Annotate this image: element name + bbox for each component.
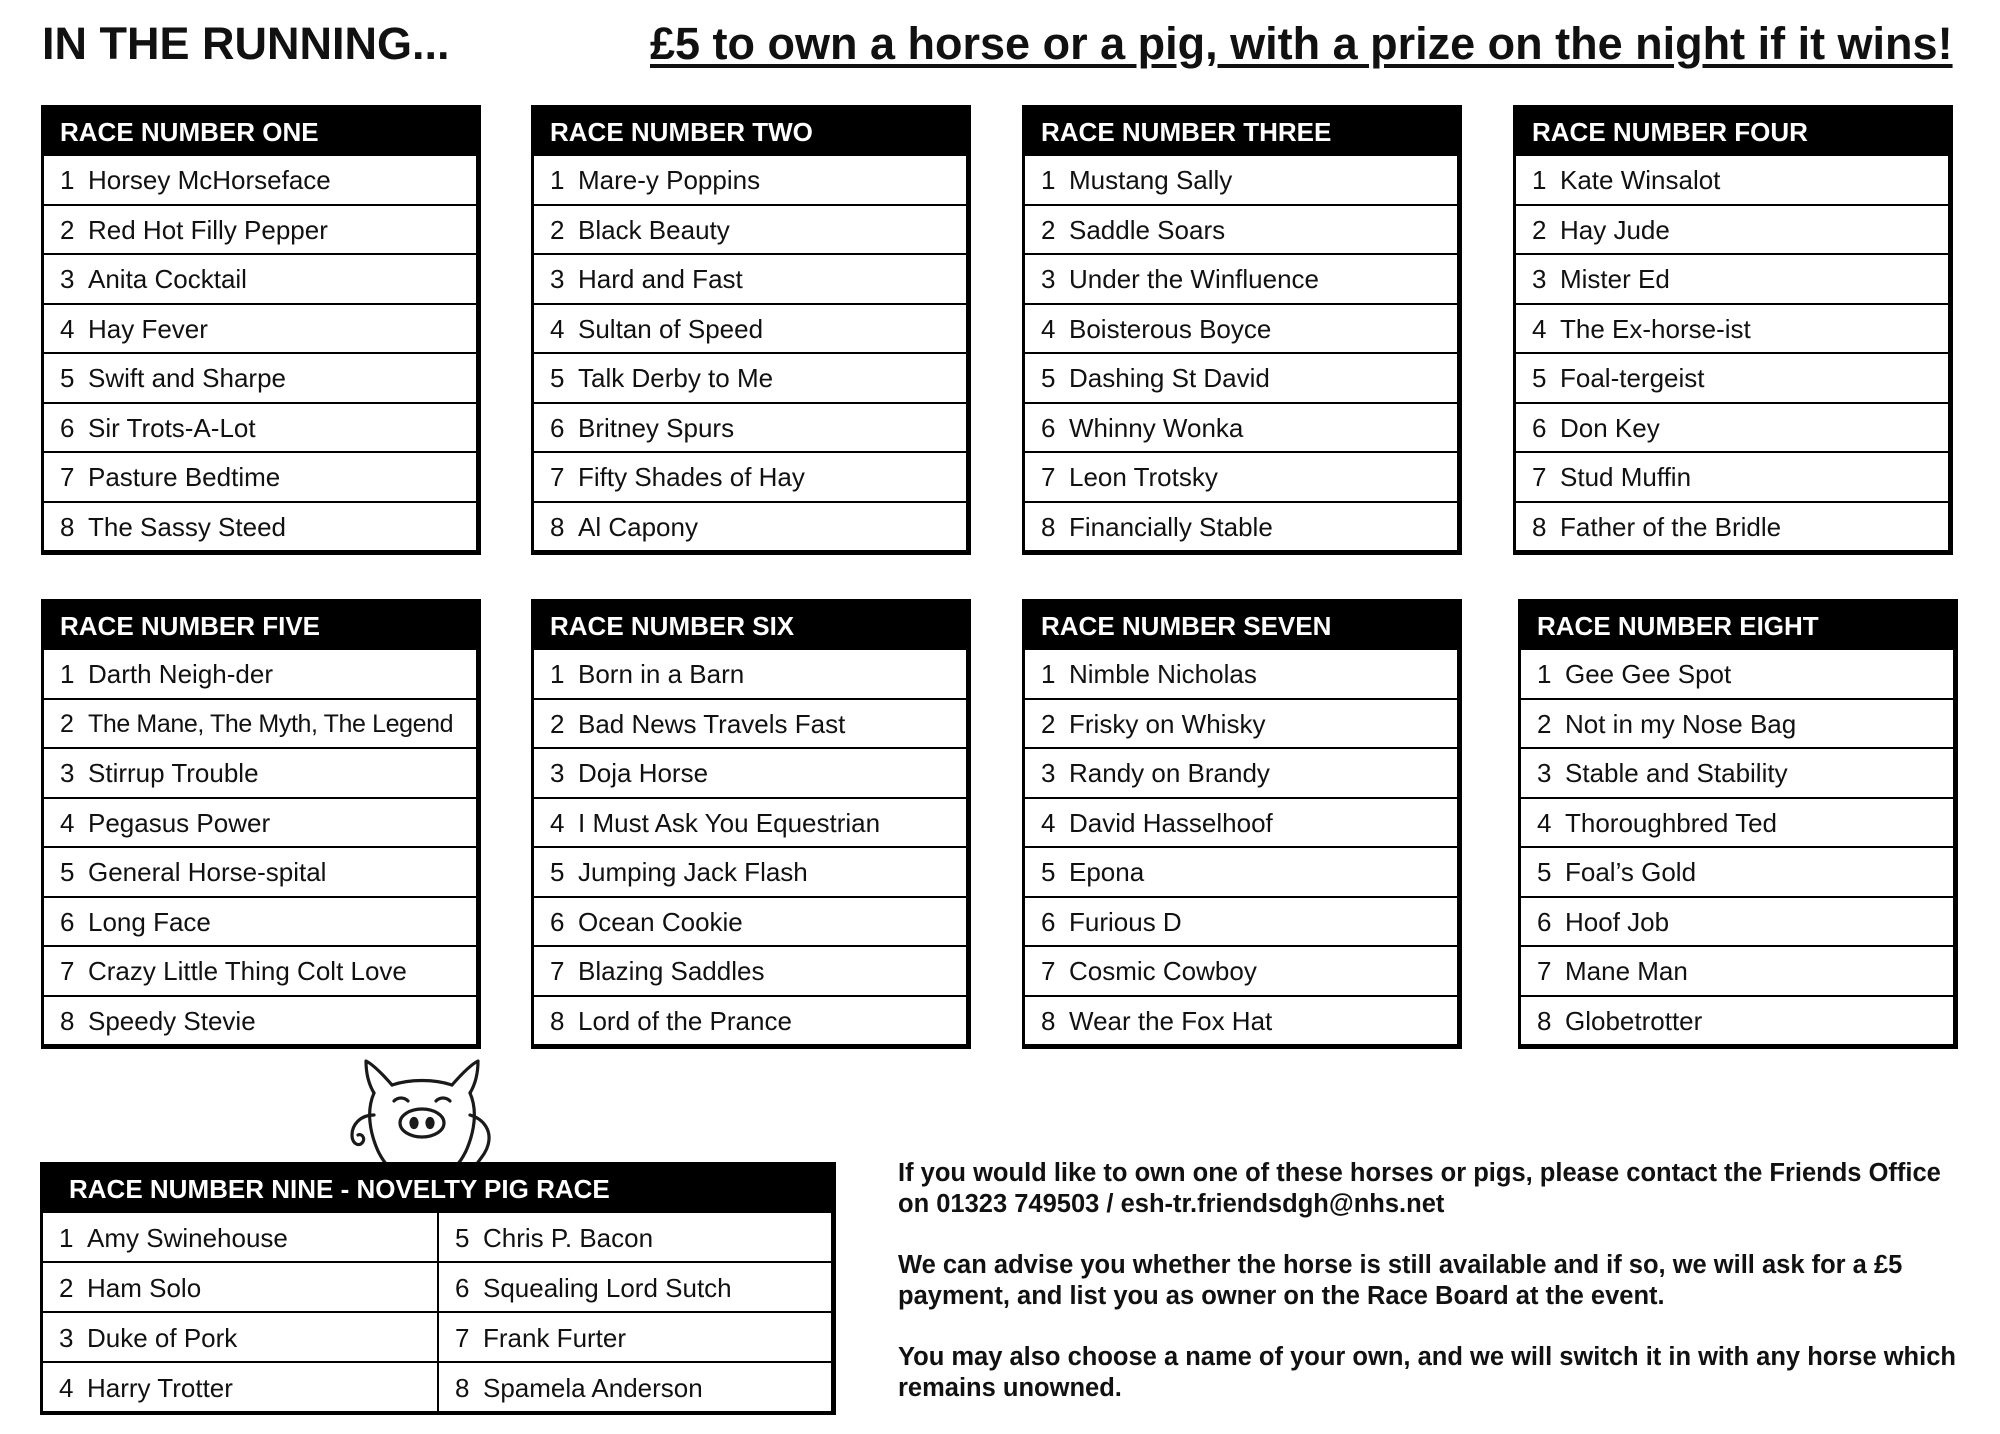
entry-number: 3 (550, 264, 565, 294)
entry-name: Don Key (1560, 412, 1660, 443)
entry-name: Amy Swinehouse (87, 1223, 288, 1253)
entry-name: Pasture Bedtime (88, 462, 281, 492)
entry-name: Chris P. Bacon (483, 1223, 654, 1253)
entry-number: 2 (1537, 708, 1552, 739)
race-entry (534, 698, 966, 748)
entry-name: Kate Winsalot (1560, 165, 1721, 195)
entry-number: 5 (60, 857, 75, 887)
race-entry (1025, 797, 1457, 847)
race-entry (44, 797, 476, 847)
entry-number: 3 (1537, 758, 1552, 788)
tagline: £5 to own a horse or a pig, with a prize on the night if it wins! (650, 18, 1953, 69)
race-entry (1025, 154, 1457, 204)
entry-number: 7 (60, 956, 75, 986)
entry-number: 8 (1532, 511, 1547, 542)
race-entry (1521, 648, 1953, 698)
entry-number: 1 (1532, 165, 1547, 195)
entry-number: 6 (1532, 412, 1547, 443)
race-card-seven (1022, 599, 1462, 1049)
race-entry (439, 1211, 831, 1261)
race-entry (1516, 253, 1948, 303)
race-entry (1516, 204, 1948, 254)
entry-number: 4 (1532, 313, 1547, 344)
entry-number: 8 (1041, 1005, 1056, 1036)
entry-number: 3 (60, 758, 75, 788)
entry-number: 6 (550, 906, 565, 937)
entry-name: General Horse-spital (88, 857, 327, 887)
entry-name: Sir Trots-A-Lot (88, 412, 256, 443)
entry-number: 4 (1537, 807, 1552, 838)
entry-name: Randy on Brandy (1069, 758, 1270, 788)
entry-number: 8 (60, 1005, 75, 1036)
entry-name: Darth Neigh-der (88, 659, 273, 689)
race-entry (534, 797, 966, 847)
entry-name: Blazing Saddles (578, 956, 765, 986)
race-entry (1025, 747, 1457, 797)
entry-number: 7 (1537, 956, 1552, 986)
entry-name: Mane Man (1565, 956, 1688, 986)
race-entry (1025, 698, 1457, 748)
entry-name: Crazy Little Thing Colt Love (88, 956, 407, 986)
race-entry (44, 698, 476, 748)
entry-number: 7 (1041, 462, 1056, 492)
entry-number: 7 (550, 956, 565, 986)
entry-name: Father of the Bridle (1560, 511, 1782, 542)
pig-race-column-right (437, 1211, 831, 1411)
pig-race-card (40, 1162, 836, 1415)
race-entry (44, 945, 476, 995)
race-entry (534, 154, 966, 204)
entry-name: Epona (1069, 857, 1145, 887)
race-entry (44, 747, 476, 797)
pig-icon (332, 1055, 512, 1167)
race-entry (44, 402, 476, 452)
entry-number: 2 (60, 709, 74, 738)
entry-number: 8 (455, 1373, 470, 1403)
race-entry (439, 1311, 831, 1361)
race-entry (1521, 945, 1953, 995)
race-entry (1025, 501, 1457, 551)
entry-name: David Hasselhoof (1069, 807, 1273, 838)
entry-name: The Mane, The Myth, The Legend (88, 709, 454, 738)
race-entry (534, 648, 966, 698)
race-entry (1025, 945, 1457, 995)
race-card-six (531, 599, 971, 1049)
entry-number: 6 (60, 906, 75, 937)
entry-name: Lord of the Prance (578, 1005, 792, 1036)
race-entry (534, 995, 966, 1045)
race-entry (44, 352, 476, 402)
race-entry (1025, 896, 1457, 946)
entry-number: 1 (550, 659, 565, 689)
entry-number: 2 (60, 214, 75, 245)
entry-name: Jumping Jack Flash (578, 857, 808, 887)
entry-number: 6 (60, 412, 75, 443)
race-entry (1025, 451, 1457, 501)
entry-name: Swift and Sharpe (88, 363, 287, 393)
race-entry (1025, 204, 1457, 254)
entry-number: 6 (455, 1273, 470, 1303)
entry-number: 3 (59, 1323, 74, 1353)
race-card-eight (1518, 599, 1958, 1049)
race-title: RACE NUMBER THREE (1025, 108, 1457, 154)
race-card-two (531, 105, 971, 555)
entry-name: Pegasus Power (88, 807, 271, 838)
race-title: RACE NUMBER EIGHT (1521, 602, 1953, 648)
entry-name: The Ex-horse-ist (1560, 313, 1751, 344)
pig-race-column-left (43, 1211, 437, 1411)
entry-number: 5 (60, 363, 75, 393)
entry-name: Hay Fever (88, 313, 208, 344)
race-entry (534, 747, 966, 797)
race-entry (1516, 451, 1948, 501)
race-entry (1516, 501, 1948, 551)
entry-number: 2 (1041, 708, 1056, 739)
race-card-four (1513, 105, 1953, 555)
race-entry (1516, 303, 1948, 353)
race-entry (1025, 303, 1457, 353)
entry-number: 7 (1532, 462, 1547, 492)
race-entry (534, 402, 966, 452)
entry-number: 3 (1041, 264, 1056, 294)
race-entry (44, 501, 476, 551)
entry-name: Hay Jude (1560, 214, 1670, 245)
own-name-paragraph: You may also choose a name of your own, and we will switch it in with any horse which remains unowned. (898, 1343, 1956, 1402)
entry-number: 7 (550, 462, 565, 492)
entry-number: 3 (60, 264, 75, 294)
race-entry (44, 303, 476, 353)
entry-name: Frisky on Whisky (1069, 708, 1266, 739)
entry-name: Financially Stable (1069, 511, 1273, 542)
race-card-one (41, 105, 481, 555)
race-entry (1516, 154, 1948, 204)
entry-name: Harry Trotter (87, 1373, 233, 1403)
entry-number: 4 (60, 807, 75, 838)
entry-number: 2 (550, 708, 565, 739)
entry-number: 8 (60, 511, 75, 542)
entry-name: Horsey McHorseface (88, 165, 331, 195)
entry-number: 5 (1537, 857, 1552, 887)
race-entry (44, 648, 476, 698)
entry-number: 4 (1041, 313, 1056, 344)
entry-number: 1 (550, 165, 565, 195)
entry-number: 4 (60, 313, 75, 344)
entry-name: Foal-tergeist (1560, 363, 1705, 393)
entry-name: Duke of Pork (87, 1323, 238, 1353)
entry-name: Ham Solo (87, 1273, 202, 1303)
race-entry (534, 896, 966, 946)
entry-number: 3 (1041, 758, 1056, 788)
race-entry (1516, 402, 1948, 452)
entry-number: 8 (550, 511, 565, 542)
entry-number: 8 (1041, 511, 1056, 542)
entry-name: Thoroughbred Ted (1565, 807, 1778, 838)
page-title: IN THE RUNNING... (42, 18, 450, 69)
entry-number: 6 (1041, 906, 1056, 937)
race-entry (534, 501, 966, 551)
entry-number: 4 (59, 1373, 74, 1403)
race-entry (1521, 797, 1953, 847)
entry-name: Saddle Soars (1069, 214, 1226, 245)
race-entry (43, 1361, 437, 1411)
entry-name: Stirrup Trouble (88, 758, 259, 788)
race-entry (1521, 698, 1953, 748)
entry-name: Spamela Anderson (483, 1373, 703, 1403)
entry-name: Hoof Job (1565, 906, 1670, 937)
race-entry (44, 846, 476, 896)
entry-name: Born in a Barn (578, 659, 745, 689)
entry-name: Mister Ed (1560, 264, 1670, 294)
entry-name: Boisterous Boyce (1069, 313, 1272, 344)
entry-number: 4 (550, 807, 565, 838)
entry-name: Long Face (88, 906, 211, 937)
entry-name: Ocean Cookie (578, 906, 743, 937)
entry-number: 5 (550, 857, 565, 887)
race-entry (1025, 846, 1457, 896)
race-entry (1025, 253, 1457, 303)
race-entry (534, 846, 966, 896)
entry-number: 6 (1537, 906, 1552, 937)
entry-name: Mustang Sally (1069, 165, 1233, 195)
race-entry (43, 1211, 437, 1261)
race-entry (534, 945, 966, 995)
entry-number: 2 (59, 1273, 74, 1303)
entry-name: Bad News Travels Fast (578, 708, 846, 739)
entry-number: 3 (1532, 264, 1547, 294)
entry-number: 3 (550, 758, 565, 788)
race-entry (439, 1361, 831, 1411)
entry-name: Furious D (1069, 906, 1182, 937)
entry-name: Leon Trotsky (1069, 462, 1218, 492)
entry-number: 5 (1532, 363, 1547, 393)
entry-name: Speedy Stevie (88, 1005, 256, 1036)
entry-name: Dashing St David (1069, 363, 1270, 393)
race-title: RACE NUMBER SIX (534, 602, 966, 648)
race-entry (1521, 995, 1953, 1045)
contact-paragraph: If you would like to own one of these horses or pigs, please contact the Friends Office on 01323 749503 / esh-tr.friendsdgh@nhs.net (898, 1159, 1941, 1218)
entry-number: 2 (1041, 214, 1056, 245)
entry-number: 8 (1537, 1005, 1552, 1036)
entry-number: 6 (550, 412, 565, 443)
entry-number: 1 (1537, 659, 1552, 689)
race-entry (44, 253, 476, 303)
advice-paragraph: We can advise you whether the horse is still available and if so, we will ask for a £5 payment, and list you as owner on the Race Board at the event. (898, 1251, 1903, 1310)
entry-name: Wear the Fox Hat (1069, 1005, 1273, 1036)
entry-name: Under the Winfluence (1069, 264, 1320, 294)
race-entry (1521, 896, 1953, 946)
race-title: RACE NUMBER SEVEN (1025, 602, 1457, 648)
entry-name: Talk Derby to Me (578, 363, 774, 393)
race-title: RACE NUMBER NINE - NOVELTY PIG RACE (43, 1165, 831, 1211)
entry-number: 4 (1041, 807, 1056, 838)
entry-name: Anita Cocktail (88, 264, 247, 294)
entry-name: Al Capony (578, 511, 698, 542)
entry-name: Squealing Lord Sutch (483, 1273, 732, 1303)
entry-number: 2 (1532, 214, 1547, 245)
entry-number: 5 (1041, 363, 1056, 393)
race-entry (1025, 648, 1457, 698)
race-entry (534, 451, 966, 501)
entry-name: Whinny Wonka (1069, 412, 1244, 443)
race-entry (534, 204, 966, 254)
entry-number: 5 (455, 1223, 470, 1253)
race-title: RACE NUMBER ONE (44, 108, 476, 154)
race-entry (44, 204, 476, 254)
entry-number: 1 (60, 165, 75, 195)
entry-name: Frank Furter (483, 1323, 627, 1353)
entry-number: 4 (550, 313, 565, 344)
race-entry (1516, 352, 1948, 402)
entry-number: 1 (60, 659, 75, 689)
entry-name: Not in my Nose Bag (1565, 708, 1797, 739)
race-entry (44, 896, 476, 946)
race-title: RACE NUMBER TWO (534, 108, 966, 154)
entry-number: 7 (60, 462, 75, 492)
entry-name: Fifty Shades of Hay (578, 462, 805, 492)
entry-number: 7 (455, 1323, 470, 1353)
race-entry (534, 253, 966, 303)
race-entry (1025, 352, 1457, 402)
race-entry (534, 303, 966, 353)
race-entry (534, 352, 966, 402)
entry-name: The Sassy Steed (88, 511, 286, 542)
race-entry (44, 995, 476, 1045)
race-title: RACE NUMBER FIVE (44, 602, 476, 648)
race-entry (43, 1311, 437, 1361)
entry-name: Gee Gee Spot (1565, 659, 1732, 689)
entry-name: Hard and Fast (578, 264, 743, 294)
entry-number: 6 (1041, 412, 1056, 443)
race-entry (1521, 846, 1953, 896)
entry-number: 7 (1041, 956, 1056, 986)
entry-name: I Must Ask You Equestrian (578, 807, 881, 838)
race-entry (1025, 995, 1457, 1045)
race-card-five (41, 599, 481, 1049)
entry-name: Globetrotter (1565, 1005, 1703, 1036)
info-panel (898, 1158, 1978, 1434)
race-entry (43, 1261, 437, 1311)
entry-number: 2 (550, 214, 565, 245)
entry-number: 1 (59, 1223, 74, 1253)
entry-name: Mare-y Poppins (578, 165, 761, 195)
entry-name: Foal’s Gold (1565, 857, 1697, 887)
race-title: RACE NUMBER FOUR (1516, 108, 1948, 154)
entry-number: 8 (550, 1005, 565, 1036)
entry-name: Black Beauty (578, 214, 730, 245)
entry-name: Red Hot Filly Pepper (88, 214, 328, 245)
race-card-three (1022, 105, 1462, 555)
entry-name: Doja Horse (578, 758, 709, 788)
entry-name: Cosmic Cowboy (1069, 956, 1257, 986)
race-entry (439, 1261, 831, 1311)
entry-number: 1 (1041, 165, 1056, 195)
entry-number: 1 (1041, 659, 1056, 689)
entry-name: Nimble Nicholas (1069, 659, 1257, 689)
entry-name: Sultan of Speed (578, 313, 764, 344)
entry-name: Stable and Stability (1565, 758, 1788, 788)
race-entry (44, 154, 476, 204)
entry-number: 5 (550, 363, 565, 393)
entry-name: Stud Muffin (1560, 462, 1692, 492)
race-entry (1025, 402, 1457, 452)
race-entry (44, 451, 476, 501)
entry-number: 5 (1041, 857, 1056, 887)
race-entry (1521, 747, 1953, 797)
entry-name: Britney Spurs (578, 412, 735, 443)
